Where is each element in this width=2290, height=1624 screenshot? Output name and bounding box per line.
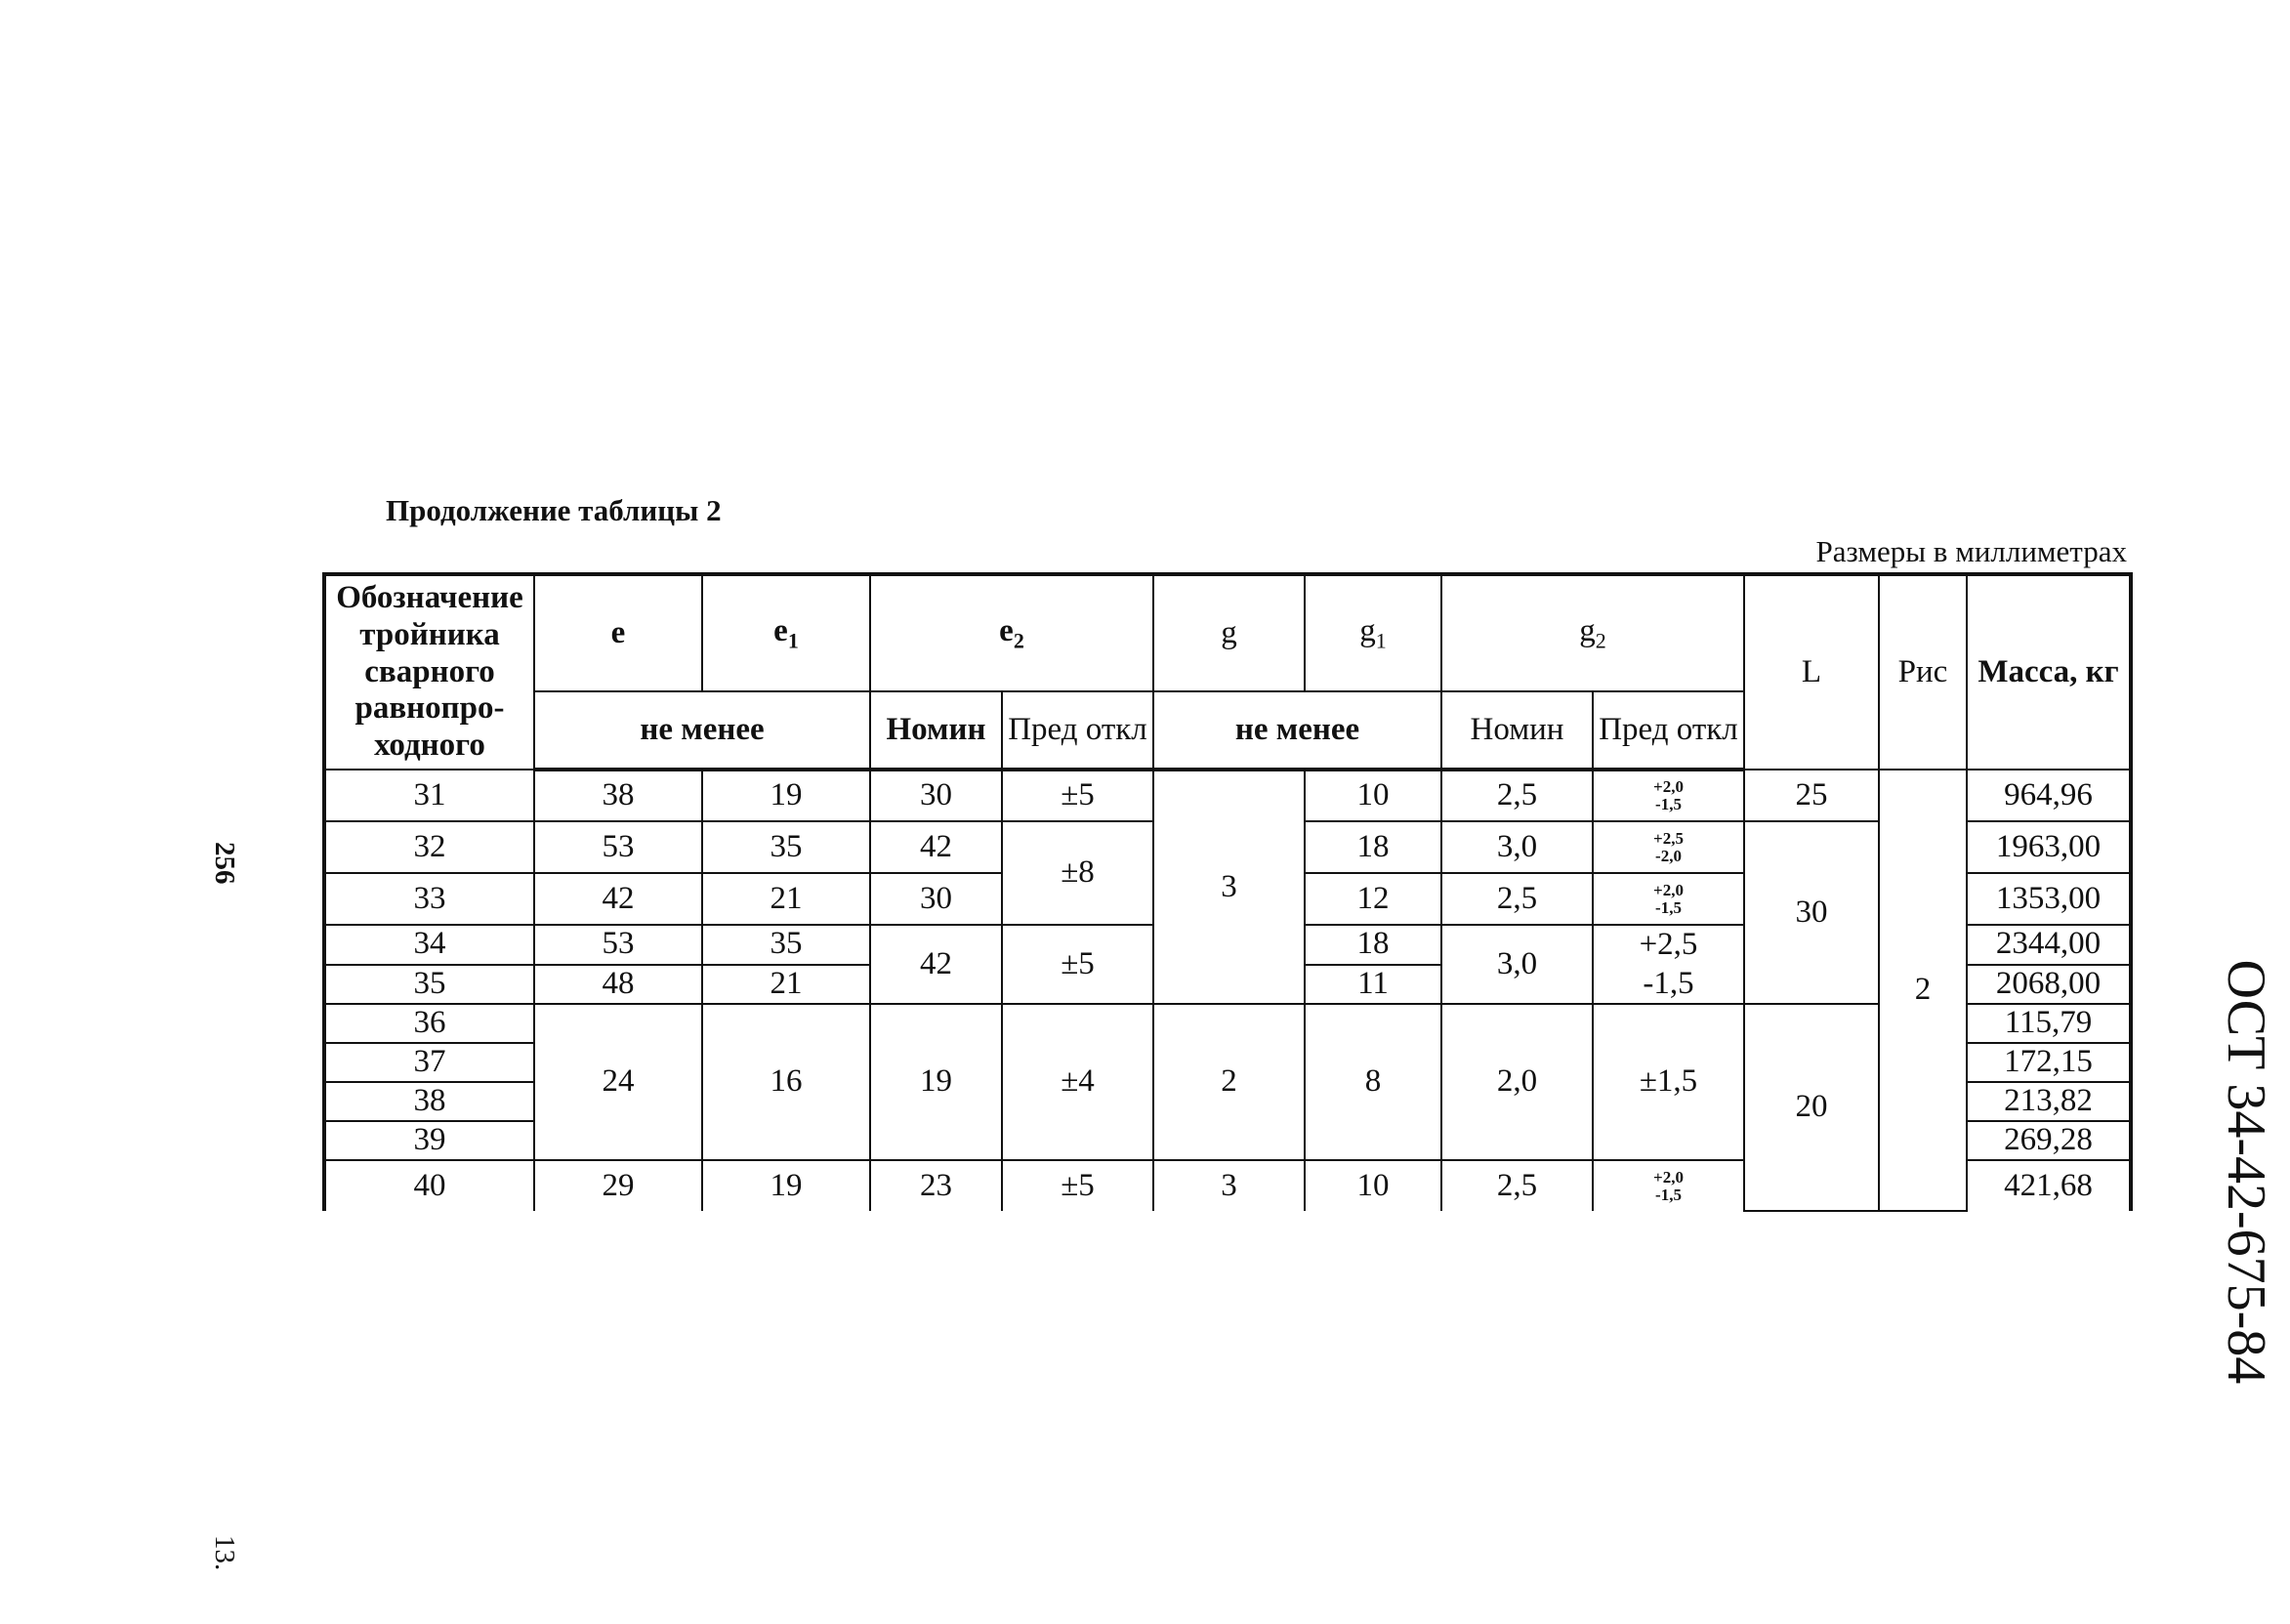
mass-cell: 1353,00 [1967, 873, 2131, 925]
tol-plus: +2,0 [1653, 880, 1684, 899]
g2-nom-cell: 2,5 [1441, 873, 1593, 925]
designation-cell: 40 [324, 1160, 534, 1211]
header-e: e [534, 574, 702, 691]
header-e2-dev: Пред откл [1002, 691, 1153, 770]
header-e1-sub: 1 [787, 628, 799, 653]
header-g1-base: g [1359, 613, 1376, 649]
e2-nom-cell: 23 [870, 1160, 1002, 1211]
e1-cell: 19 [702, 1160, 870, 1211]
e-cell: 42 [534, 873, 702, 925]
fig-cell: 2 [1879, 770, 1967, 1211]
header-g1-sub: 1 [1375, 628, 1387, 653]
e2-dev-cell: ±5 [1002, 770, 1153, 821]
header-mass: Масса, кг [1967, 574, 2131, 770]
mass-cell: 115,79 [1967, 1004, 2131, 1043]
header-e2 [870, 574, 1153, 691]
tol-minus: -1,5 [1655, 1185, 1682, 1204]
g1-cell: 18 [1305, 821, 1441, 873]
g2-dev-minus: -1,5 [1643, 965, 1694, 1001]
designation-cell: 33 [324, 873, 534, 925]
page-number-bottom: 13. [209, 1535, 240, 1571]
document-code: ОСТ 34-42-675-84 [2216, 959, 2276, 1385]
g1-cell: 8 [1305, 1004, 1441, 1160]
tol-plus: +2,0 [1653, 1167, 1684, 1187]
g2-dev-cell [1593, 925, 1744, 1004]
g-cell: 2 [1153, 1004, 1305, 1160]
g1-cell: 10 [1305, 770, 1441, 821]
table-caption: Продолжение таблицы 2 [386, 493, 722, 527]
e1-cell: 19 [702, 770, 870, 821]
mass-cell: 213,82 [1967, 1082, 2131, 1121]
e2-nom-cell: 19 [870, 1004, 1002, 1160]
e2-nom-cell: 42 [870, 925, 1002, 1004]
tol-plus: +2,0 [1653, 777, 1684, 797]
mass-cell: 964,96 [1967, 770, 2131, 821]
g-cell: 3 [1153, 770, 1305, 1004]
designation-cell: 37 [324, 1043, 534, 1082]
tol-plus: +2,5 [1653, 828, 1684, 848]
L-cell: 20 [1744, 1004, 1879, 1211]
e2-nom-cell: 42 [870, 821, 1002, 873]
g2-nom-cell: 3,0 [1441, 821, 1593, 873]
g1-cell: 11 [1305, 965, 1441, 1005]
header-not-less-g: не менее [1153, 691, 1441, 770]
g-cell: 3 [1153, 1160, 1305, 1211]
tol-minus: -2,0 [1655, 846, 1682, 865]
header-L: L [1744, 574, 1879, 770]
mass-cell: 421,68 [1967, 1160, 2131, 1211]
tol-minus: -1,5 [1655, 897, 1682, 917]
g1-cell: 12 [1305, 873, 1441, 925]
header-e2-base: e [999, 613, 1014, 649]
e1-cell: 21 [702, 965, 870, 1005]
e-cell: 48 [534, 965, 702, 1005]
designation-cell: 32 [324, 821, 534, 873]
e1-cell: 35 [702, 925, 870, 965]
header-g2-dev: Пред откл [1593, 691, 1744, 770]
e1-cell: 21 [702, 873, 870, 925]
g2-dev-cell [1593, 873, 1744, 925]
table-row [324, 1004, 2131, 1043]
e2-nom-cell: 30 [870, 873, 1002, 925]
header-fig: Рис [1879, 574, 1967, 770]
g2-dev-cell [1593, 1160, 1744, 1211]
e-cell: 29 [534, 1160, 702, 1211]
page-number-left: 256 [209, 842, 240, 885]
header-e2-nom: Номин [870, 691, 1002, 770]
units-note: Размеры в миллиметрах [1815, 534, 2127, 568]
designation-cell: 38 [324, 1082, 534, 1121]
e2-nom-cell: 30 [870, 770, 1002, 821]
designation-cell: 31 [324, 770, 534, 821]
mass-cell: 1963,00 [1967, 821, 2131, 873]
e-cell: 53 [534, 925, 702, 965]
header-g1 [1305, 574, 1441, 691]
mass-cell: 2344,00 [1967, 925, 2131, 965]
designation-cell: 36 [324, 1004, 534, 1043]
mass-cell: 269,28 [1967, 1121, 2131, 1160]
e1-cell: 16 [702, 1004, 870, 1160]
header-e1 [702, 574, 870, 691]
e2-dev-cell: ±5 [1002, 925, 1153, 1004]
e2-dev-cell: ±8 [1002, 821, 1153, 925]
L-cell: 30 [1744, 821, 1879, 1004]
g1-cell: 10 [1305, 1160, 1441, 1211]
header-g2 [1441, 574, 1744, 691]
L-cell: 25 [1744, 770, 1879, 821]
mass-cell: 172,15 [1967, 1043, 2131, 1082]
header-not-less-e: не менее [534, 691, 870, 770]
header-g2-nom: Номин [1441, 691, 1593, 770]
g1-cell: 18 [1305, 925, 1441, 965]
g2-nom-cell: 2,0 [1441, 1004, 1593, 1160]
g2-nom-cell: 2,5 [1441, 1160, 1593, 1211]
header-g2-base: g [1579, 613, 1596, 649]
header-designation: Обозначение тройника сварного равнопро-ходного [324, 574, 534, 770]
e2-dev-cell: ±5 [1002, 1160, 1153, 1211]
e-cell: 24 [534, 1004, 702, 1160]
header-e2-sub: 2 [1013, 628, 1024, 653]
e1-cell: 35 [702, 821, 870, 873]
mass-cell: 2068,00 [1967, 965, 2131, 1005]
e-cell: 53 [534, 821, 702, 873]
table-row [324, 770, 2131, 821]
designation-cell: 34 [324, 925, 534, 965]
designation-cell: 35 [324, 965, 534, 1005]
header-e1-base: e [773, 613, 788, 649]
g2-dev-cell: ±1,5 [1593, 1004, 1744, 1160]
e-cell: 38 [534, 770, 702, 821]
header-g2-sub: 2 [1595, 628, 1606, 653]
tol-minus: -1,5 [1655, 795, 1682, 813]
g2-nom-cell: 2,5 [1441, 770, 1593, 821]
e2-dev-cell: ±4 [1002, 1004, 1153, 1160]
designation-cell: 39 [324, 1121, 534, 1160]
header-g: g [1153, 574, 1305, 691]
dimensions-table [322, 572, 2133, 1212]
g2-dev-cell [1593, 770, 1744, 821]
g2-dev-plus: +2,5 [1639, 927, 1698, 962]
g2-dev-cell [1593, 821, 1744, 873]
g2-nom-cell: 3,0 [1441, 925, 1593, 1004]
